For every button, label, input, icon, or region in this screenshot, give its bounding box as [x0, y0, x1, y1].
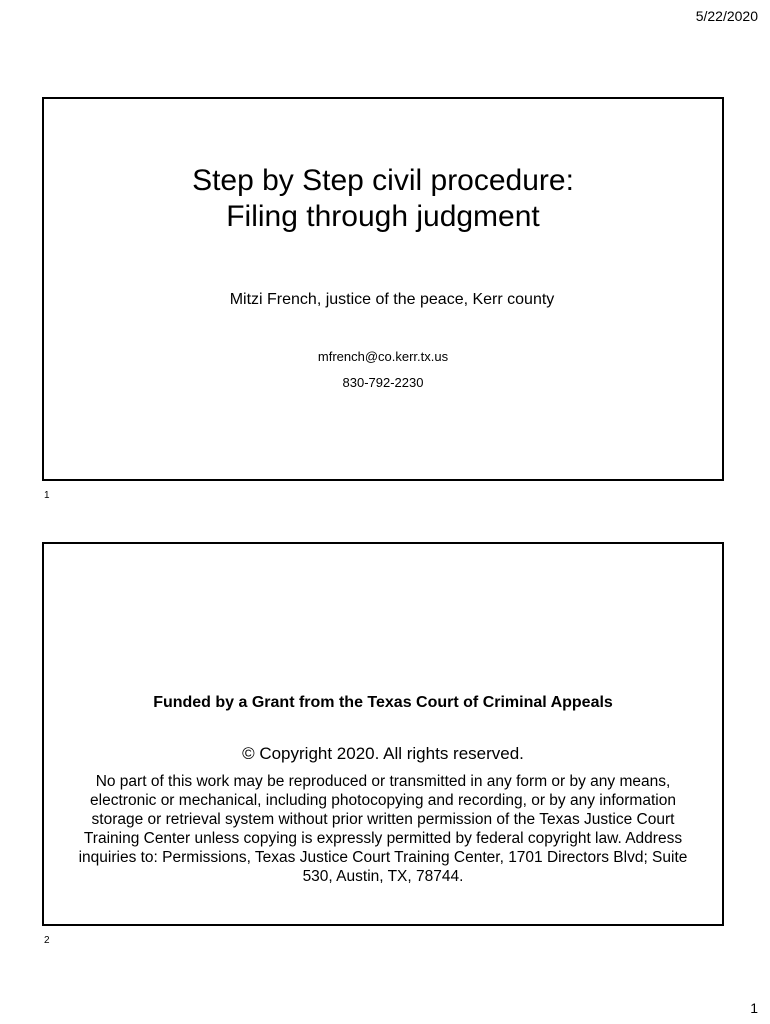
- slide-number-2: 2: [44, 935, 50, 946]
- slide-title-line-1: Step by Step civil procedure:: [192, 164, 574, 197]
- presenter-phone: 830-792-2230: [342, 375, 424, 390]
- copyright-notice: © Copyright 2020. All rights reserved.: [242, 744, 524, 763]
- presenter-name: Mitzi French, justice of the peace, Kerr county: [229, 291, 555, 308]
- slide-number-1: 1: [44, 490, 50, 501]
- rights-statement: No part of this work may be reproduced or transmitted in any form or by any means, electronic or mechanical, including photocopying and recording, or by any information storage or retrieval system without prior written permission of the Texas Justice Court Training Center unless copying is expressly permitted by federal copyright law. Address inquiries to: Permissions, Texas Justice Court Training Center, 1701 Directors Blvd; Suite 530, Austin, TX, 78744.: [78, 773, 688, 885]
- slide-1: [42, 97, 724, 481]
- print-date: 5/22/2020: [695, 8, 758, 24]
- page-number: 1: [750, 1000, 758, 1016]
- slide-2: [42, 542, 724, 926]
- presenter-email: mfrench@co.kerr.tx.us: [317, 349, 449, 364]
- funding-notice: Funded by a Grant from the Texas Court of Criminal Appeals: [153, 694, 613, 711]
- slide-title-line-2: Filing through judgment: [226, 200, 540, 233]
- slide-title: [44, 163, 722, 235]
